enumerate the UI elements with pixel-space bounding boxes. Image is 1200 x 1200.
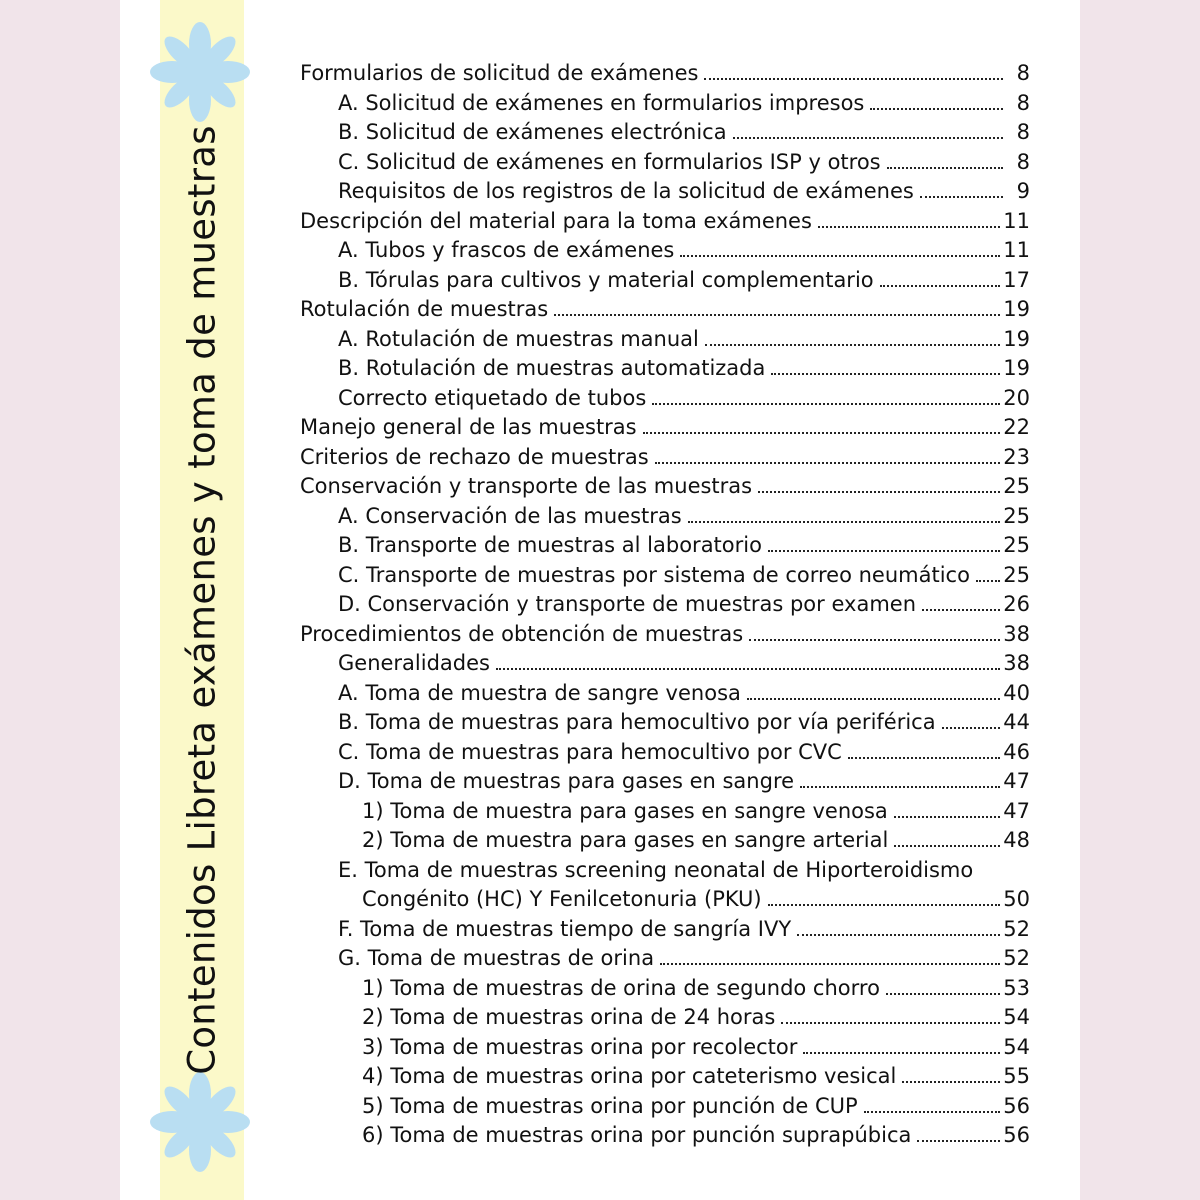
toc-entry-label: F. Toma de muestras tiempo de sangría IVY <box>338 916 792 941</box>
toc-entry-page-number: 19 <box>1003 297 1030 321</box>
dot-leader <box>894 844 1000 847</box>
toc-entry-page-number: 56 <box>1003 1093 1030 1118</box>
toc-entry-label: Criterios de rechazo de muestras <box>300 444 649 469</box>
dot-leader <box>887 166 1003 169</box>
toc-entry[interactable] <box>300 887 1030 917</box>
toc-entry-label: 1) Toma de muestra para gases en sangre venosa <box>362 798 888 823</box>
flower-icon <box>150 1072 250 1172</box>
toc-entry[interactable] <box>300 828 1030 858</box>
table-of-contents <box>300 61 1030 1153</box>
dot-leader <box>976 579 1000 582</box>
toc-entry-label: D. Toma de muestras para gases en sangre <box>338 769 795 793</box>
side-title: Contenidos Libreta exámenes y toma de muestras <box>180 125 224 1075</box>
toc-entry-label: 2) Toma de muestra para gases en sangre arterial <box>362 828 889 852</box>
dot-leader <box>800 785 1000 788</box>
toc-entry[interactable] <box>300 976 1030 1006</box>
toc-entry-label: Congénito (HC) Y Fenilcetonuria (PKU) <box>362 887 762 911</box>
toc-entry-label: Procedimientos de obtención de muestras <box>300 621 744 646</box>
toc-entry[interactable] <box>300 61 1030 91</box>
dot-leader <box>643 431 1001 434</box>
toc-entry[interactable] <box>300 769 1030 799</box>
toc-entry[interactable] <box>300 179 1030 209</box>
toc-entry[interactable] <box>300 1035 1030 1065</box>
dot-leader <box>886 992 1000 995</box>
toc-entry-label: A. Solicitud de exámenes en formularios impresos <box>338 90 865 115</box>
toc-entry-page-number: 19 <box>1003 326 1030 351</box>
toc-entry-label: B. Toma de muestras para hemocultivo por vía periférica <box>338 710 936 734</box>
dot-leader <box>688 520 1001 523</box>
toc-entry[interactable] <box>300 238 1030 268</box>
toc-entry-label: 2) Toma de muestras orina de 24 horas <box>362 1005 776 1029</box>
toc-entry-label: B. Transporte de muestras al laboratorio <box>338 533 762 557</box>
toc-entry-label: A. Tubos y frascos de exámenes <box>338 238 675 262</box>
toc-entry-label: C. Toma de muestras para hemocultivo por CVC <box>338 739 842 764</box>
toc-entry-page-number: 8 <box>1016 120 1030 144</box>
toc-entry[interactable] <box>300 91 1030 121</box>
dot-leader <box>818 225 1000 228</box>
toc-entry[interactable] <box>300 415 1030 445</box>
toc-entry-page-number: 52 <box>1003 946 1030 970</box>
dot-leader <box>655 461 1001 464</box>
dot-leader <box>554 313 1000 316</box>
dot-leader <box>942 726 1001 729</box>
dot-leader <box>781 1021 1000 1024</box>
toc-entry-label: Generalidades <box>338 651 490 675</box>
toc-entry-label: Conservación y transporte de las muestras <box>300 474 753 498</box>
toc-entry-page-number: 55 <box>1003 1064 1030 1088</box>
dot-leader <box>747 697 1000 700</box>
toc-entry-page-number: 48 <box>1003 828 1030 852</box>
toc-entry-page-number: 11 <box>1003 238 1030 262</box>
toc-entry[interactable] <box>300 474 1030 504</box>
toc-entry-label: 1) Toma de muestras de orina de segundo chorro <box>362 975 880 1000</box>
dot-leader <box>704 77 1003 80</box>
toc-entry[interactable] <box>300 651 1030 681</box>
toc-entry-label: 6) Toma de muestras orina por punción suprapúbica <box>362 1123 912 1147</box>
dot-leader <box>797 933 1000 936</box>
toc-entry-page-number: 20 <box>1003 385 1030 410</box>
toc-entry-page-number: 46 <box>1003 739 1030 764</box>
toc-entry-page-number: 54 <box>1003 1005 1030 1029</box>
dot-leader <box>660 962 1000 965</box>
dot-leader <box>496 667 1000 670</box>
toc-entry[interactable] <box>300 209 1030 239</box>
toc-entry-label: C. Solicitud de exámenes en formularios ISP y otros <box>338 149 881 174</box>
toc-entry[interactable] <box>300 445 1030 475</box>
dot-leader <box>705 343 1000 346</box>
dot-leader <box>803 1051 1000 1054</box>
toc-entry[interactable] <box>300 740 1030 770</box>
dot-leader <box>864 1110 1001 1113</box>
toc-entry[interactable] <box>300 563 1030 593</box>
toc-entry-page-number: 40 <box>1003 680 1030 705</box>
dot-leader <box>870 107 1003 110</box>
toc-entry-label: Correcto etiquetado de tubos <box>338 385 647 410</box>
toc-entry-label: Manejo general de las muestras <box>300 415 637 439</box>
dot-leader <box>768 549 1000 552</box>
toc-entry[interactable] <box>300 533 1030 563</box>
toc-entry-label: D. Conservación y transporte de muestras por examen <box>338 592 917 616</box>
toc-entry-label: B. Solicitud de exámenes electrónica <box>338 120 727 144</box>
dot-leader <box>894 815 1000 818</box>
toc-entry-label: E. Toma de muestras screening neonatal de Hiporteroidismo <box>338 857 974 882</box>
flower-icon <box>150 22 250 122</box>
toc-entry-label: A. Rotulación de muestras manual <box>338 326 699 351</box>
toc-entry-label: Formularios de solicitud de exámenes <box>300 61 699 85</box>
dot-leader <box>733 136 1003 139</box>
toc-entry-page-number: 38 <box>1003 621 1030 646</box>
toc-entry-label: A. Conservación de las muestras <box>338 503 682 528</box>
toc-entry[interactable] <box>300 120 1030 150</box>
toc-entry-page-number: 26 <box>1003 592 1030 616</box>
toc-entry-page-number: 19 <box>1003 356 1030 380</box>
dot-leader <box>920 195 1003 198</box>
toc-entry[interactable] <box>300 946 1030 976</box>
toc-entry-page-number: 54 <box>1003 1034 1030 1059</box>
toc-entry-page-number: 47 <box>1003 798 1030 823</box>
toc-entry[interactable] <box>300 504 1030 534</box>
toc-entry-page-number: 25 <box>1003 474 1030 498</box>
toc-entry-page-number: 56 <box>1003 1123 1030 1147</box>
toc-entry-page-number: 25 <box>1003 562 1030 587</box>
toc-entry[interactable] <box>300 1123 1030 1153</box>
toc-entry[interactable] <box>300 356 1030 386</box>
toc-entry[interactable] <box>300 622 1030 652</box>
toc-entry-page-number: 8 <box>1016 90 1030 115</box>
dot-leader <box>880 284 1001 287</box>
toc-entry[interactable] <box>300 1094 1030 1124</box>
toc-entry[interactable] <box>300 1005 1030 1035</box>
toc-entry-page-number: 50 <box>1003 887 1030 911</box>
toc-entry-page-number: 38 <box>1003 651 1030 675</box>
toc-entry-label: C. Transporte de muestras por sistema de correo neumático <box>338 562 970 587</box>
toc-entry-page-number: 52 <box>1003 916 1030 941</box>
toc-entry[interactable] <box>300 1064 1030 1094</box>
toc-entry[interactable] <box>300 268 1030 298</box>
toc-entry[interactable] <box>300 297 1030 327</box>
toc-entry[interactable] <box>300 799 1030 829</box>
toc-entry-page-number: 8 <box>1016 149 1030 174</box>
toc-entry-page-number: 11 <box>1003 208 1030 233</box>
toc-entry[interactable] <box>300 681 1030 711</box>
dot-leader <box>902 1080 1000 1083</box>
toc-entry-page-number: 25 <box>1003 503 1030 528</box>
dot-leader <box>652 402 1000 405</box>
dot-leader <box>771 372 1000 375</box>
toc-entry-page-number: 22 <box>1003 415 1030 439</box>
toc-entry-page-number: 8 <box>1016 61 1030 85</box>
toc-entry-label: G. Toma de muestras de orina <box>338 946 655 970</box>
dot-leader <box>917 1139 1000 1142</box>
toc-entry-page-number: 9 <box>1016 179 1030 203</box>
toc-entry-page-number: 25 <box>1003 533 1030 557</box>
dot-leader <box>848 756 1000 759</box>
toc-entry[interactable] <box>300 592 1030 622</box>
toc-entry[interactable] <box>300 917 1030 947</box>
toc-entry-page-number: 17 <box>1003 267 1030 292</box>
toc-entry-label: B. Tórulas para cultivos y material complementario <box>338 267 874 292</box>
toc-entry-label: A. Toma de muestra de sangre venosa <box>338 680 741 705</box>
toc-entry-label: Rotulación de muestras <box>300 297 549 321</box>
toc-entry-page-number: 47 <box>1003 769 1030 793</box>
dot-leader <box>680 254 1000 257</box>
toc-entry[interactable] <box>300 150 1030 180</box>
dot-leader <box>768 903 1001 906</box>
toc-entry[interactable] <box>300 327 1030 357</box>
toc-entry[interactable] <box>300 386 1030 416</box>
toc-entry-label: B. Rotulación de muestras automatizada <box>338 356 766 380</box>
toc-entry-page-number: 53 <box>1003 975 1030 1000</box>
toc-entry-label: 5) Toma de muestras orina por punción de CUP <box>362 1093 858 1118</box>
toc-entry-label: 4) Toma de muestras orina por cateterismo vesical <box>362 1064 897 1088</box>
dot-leader <box>749 638 1000 641</box>
toc-entry-page-number: 23 <box>1003 444 1030 469</box>
toc-entry[interactable] <box>300 858 1030 888</box>
dot-leader <box>758 490 1000 493</box>
toc-entry-label: Requisitos de los registros de la solicitud de exámenes <box>338 179 914 203</box>
dot-leader <box>922 608 1000 611</box>
toc-entry-label: Descripción del material para la toma exámenes <box>300 208 812 233</box>
toc-entry-page-number: 44 <box>1003 710 1030 734</box>
document-page <box>120 0 1080 1200</box>
toc-entry[interactable] <box>300 710 1030 740</box>
toc-entry-label: 3) Toma de muestras orina por recolector <box>362 1034 798 1059</box>
